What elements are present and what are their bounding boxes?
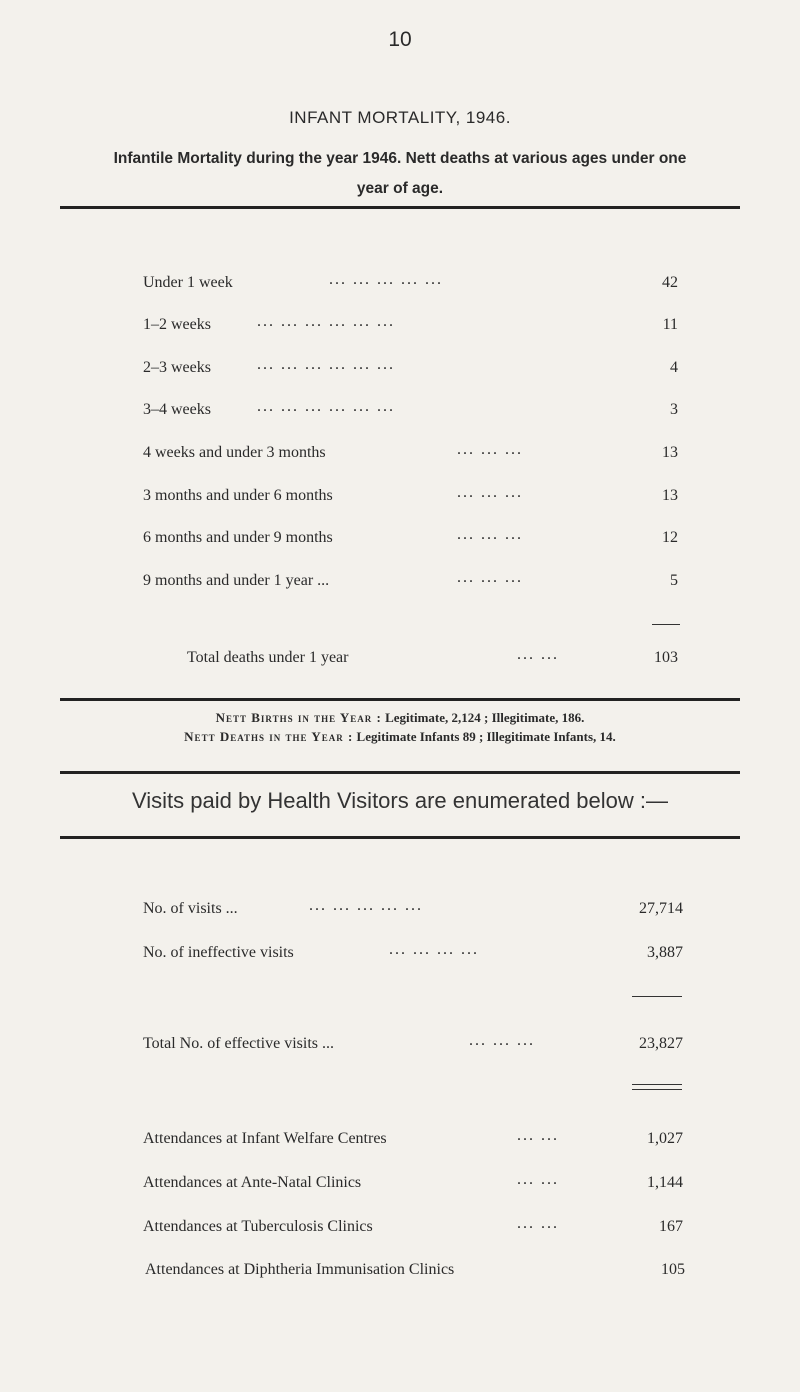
table-row xyxy=(143,1171,688,1195)
page-number: 10 xyxy=(388,28,412,51)
births-note xyxy=(0,709,800,727)
deaths-note-label: Nett Deaths in the Year : xyxy=(184,729,354,744)
table-row xyxy=(143,897,688,921)
row-label: Attendances at Diphtheria Immunisation Clinics xyxy=(145,1261,455,1278)
row-value: 13 xyxy=(662,444,678,461)
row-value: 3 xyxy=(670,401,678,418)
row-value: 167 xyxy=(659,1218,683,1235)
row-label: 3–4 weeks xyxy=(143,401,211,418)
row-label: 3 months and under 6 months xyxy=(143,487,333,504)
leader-dots: ... ... ... xyxy=(457,526,523,543)
row-label: 2–3 weeks xyxy=(143,359,211,376)
table-row xyxy=(143,941,688,965)
row-label: Under 1 week xyxy=(143,274,233,291)
row-value: 11 xyxy=(662,316,678,333)
row-value: 1,027 xyxy=(647,1130,683,1147)
table-row xyxy=(143,398,683,422)
row-label: 1–2 weeks xyxy=(143,316,211,333)
leader-dots: ... ... xyxy=(517,646,559,663)
deaths-note xyxy=(0,728,800,746)
subtotal-rule xyxy=(632,996,682,997)
row-value: 1,144 xyxy=(647,1174,683,1191)
table-caption: Infantile Mortality during the year 1946. Nett deaths at various ages under one year of age. xyxy=(113,150,687,197)
table-bottom-rule xyxy=(60,698,740,701)
leader-dots: ... ... ... ... ... ... xyxy=(257,313,395,330)
table-row xyxy=(143,526,683,550)
row-value: 4 xyxy=(670,359,678,376)
leader-dots: ... ... ... xyxy=(469,1032,535,1049)
table-row xyxy=(143,313,683,337)
leader-dots: ... ... ... ... ... xyxy=(309,897,423,914)
leader-dots: ... ... ... ... ... xyxy=(329,271,443,288)
total-double-rule xyxy=(632,1084,682,1090)
leader-dots: ... ... xyxy=(517,1127,559,1144)
table-row xyxy=(143,484,683,508)
table-row xyxy=(143,356,683,380)
leader-dots: ... ... xyxy=(517,1171,559,1188)
row-label: Attendances at Infant Welfare Centres xyxy=(143,1130,387,1147)
row-value: 27,714 xyxy=(639,900,683,917)
table-row xyxy=(143,1215,688,1239)
row-label: 4 weeks and under 3 months xyxy=(143,444,326,461)
row-value: 13 xyxy=(662,487,678,504)
leader-dots: ... ... ... ... xyxy=(389,941,479,958)
section-rule xyxy=(60,771,740,774)
visits-top-rule xyxy=(60,836,740,839)
table-row xyxy=(143,271,683,295)
leader-dots: ... ... ... xyxy=(457,441,523,458)
row-label: No. of ineffective visits xyxy=(143,944,294,961)
row-label: 6 months and under 9 months xyxy=(143,529,333,546)
leader-dots: ... ... ... xyxy=(457,484,523,501)
table-row xyxy=(143,1127,688,1151)
row-value: 3,887 xyxy=(647,944,683,961)
table-row xyxy=(143,569,683,593)
table-row xyxy=(145,1258,690,1282)
table-row xyxy=(143,441,683,465)
leader-dots: ... ... ... ... ... ... xyxy=(257,356,395,373)
row-value: 5 xyxy=(670,572,678,589)
subtotal-rule xyxy=(652,624,680,625)
deaths-note-text: Legitimate Infants 89 ; Illegitimate Infants, 14. xyxy=(356,729,616,744)
leader-dots: ... ... ... xyxy=(457,569,523,586)
row-label: Attendances at Tuberculosis Clinics xyxy=(143,1218,373,1235)
row-label: No. of visits ... xyxy=(143,900,238,917)
total-row xyxy=(143,646,683,670)
row-label: 9 months and under 1 year ... xyxy=(143,572,330,589)
top-rule xyxy=(60,206,740,209)
leader-dots: ... ... ... ... ... ... xyxy=(257,398,395,415)
total-label: Total No. of effective visits ... xyxy=(143,1035,334,1052)
total-label: Total deaths under 1 year xyxy=(187,649,349,666)
births-note-label: Nett Births in the Year : xyxy=(215,710,382,725)
row-label: Attendances at Ante-Natal Clinics xyxy=(143,1174,362,1191)
total-value: 23,827 xyxy=(639,1035,683,1052)
row-value: 42 xyxy=(662,274,678,291)
row-value: 12 xyxy=(662,529,678,546)
visits-heading: Visits paid by Health Visitors are enumerated below :— xyxy=(131,788,668,813)
total-row xyxy=(143,1032,688,1056)
row-value: 105 xyxy=(661,1261,685,1278)
births-note-text: Legitimate, 2,124 ; Illegitimate, 186. xyxy=(385,710,585,725)
leader-dots: ... ... xyxy=(517,1215,559,1232)
total-value: 103 xyxy=(654,649,678,666)
page-title: INFANT MORTALITY, 1946. xyxy=(289,108,511,127)
